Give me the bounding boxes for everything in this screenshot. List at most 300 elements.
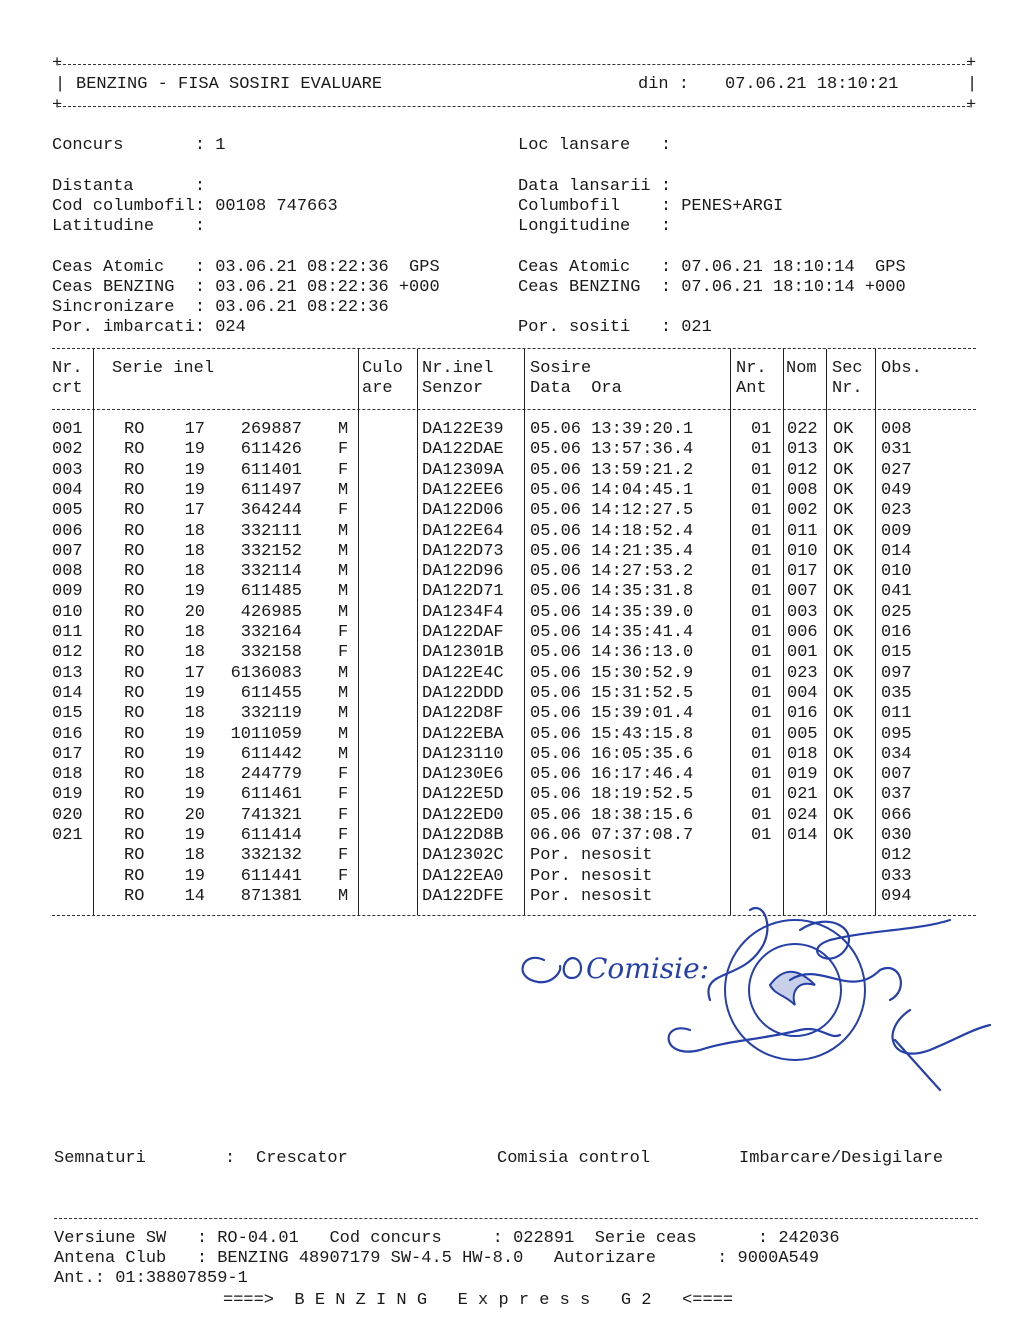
signatures-label: Semnaturi xyxy=(54,1149,146,1168)
cell-ant: 01 xyxy=(751,704,772,724)
cell-sensor: DA122ED0 xyxy=(422,805,504,825)
cell-ant: 01 xyxy=(751,643,772,663)
cell-year: 17 xyxy=(184,663,205,683)
cell-year: 18 xyxy=(184,623,205,642)
cell-country: RO xyxy=(124,826,145,845)
cell-year: 18 xyxy=(184,765,205,785)
cell-ring-number: 332132 xyxy=(240,846,302,866)
col-header-nrinel: Nr.inel xyxy=(422,359,494,378)
info-cod-columbofil: Cod columbofil: 00108 747663 xyxy=(52,197,338,216)
cell-sensor: DA122E4C xyxy=(422,663,504,683)
col-separator xyxy=(524,349,525,915)
cell-sex: F xyxy=(338,785,349,805)
cell-nr: 008 xyxy=(52,562,83,582)
cell-sensor: DA12302C xyxy=(422,846,504,866)
cell-country: RO xyxy=(124,582,145,602)
cell-nom: 024 xyxy=(787,805,818,825)
cell-country: RO xyxy=(124,886,145,906)
cell-nom: 011 xyxy=(787,521,818,541)
cell-nr: 009 xyxy=(52,582,83,602)
cell-ant: 01 xyxy=(751,562,772,582)
cell-sex: F xyxy=(338,440,349,460)
cell-sex: M xyxy=(338,480,349,500)
cell-nr: 001 xyxy=(52,420,83,439)
cell-ant: 01 xyxy=(751,420,772,439)
cell-obs: 035 xyxy=(881,683,912,703)
cell-arrival: 05.06 14:35:41.4 xyxy=(530,623,694,642)
cell-ant: 01 xyxy=(751,724,772,744)
cell-ant: 01 xyxy=(751,582,772,602)
info-distanta: Distanta : xyxy=(52,177,206,196)
cell-sex: F xyxy=(338,826,349,845)
col-header-sec: Sec xyxy=(832,359,863,378)
cell-obs: 049 xyxy=(881,480,912,500)
cell-sex: M xyxy=(338,886,349,906)
cell-sec: OK xyxy=(833,521,854,541)
cell-year: 19 xyxy=(184,582,205,602)
cell-sensor: DA122DFE xyxy=(422,886,504,906)
cell-ring-number: 364244 xyxy=(240,501,302,521)
cell-arrival: 06.06 07:37:08.7 xyxy=(530,826,694,845)
cell-nr: 013 xyxy=(52,663,83,683)
cell-nom: 019 xyxy=(787,765,818,785)
cell-year: 19 xyxy=(184,683,205,703)
header-left-bar: | xyxy=(55,75,66,94)
cell-sensor: DA122D06 xyxy=(422,501,504,521)
cell-obs: 007 xyxy=(881,765,912,785)
cell-ring-number: 611426 xyxy=(240,440,302,460)
col-separator xyxy=(417,349,418,915)
info-sincronizare: Sincronizare : 03.06.21 08:22:36 xyxy=(52,298,389,317)
cell-obs: 010 xyxy=(881,562,912,582)
cell-sec: OK xyxy=(833,501,854,521)
cell-year: 20 xyxy=(184,805,205,825)
cell-ant: 01 xyxy=(751,663,772,683)
cell-ring-number: 332164 xyxy=(240,623,302,642)
cell-ring-number: 611401 xyxy=(240,460,302,480)
cell-obs: 034 xyxy=(881,744,912,764)
cell-sec: OK xyxy=(833,704,854,724)
cell-sensor: DA122D73 xyxy=(422,541,504,561)
cell-sex: F xyxy=(338,643,349,663)
cell-ant: 01 xyxy=(751,826,772,845)
cell-ring-number: 611461 xyxy=(240,785,302,805)
cell-country: RO xyxy=(124,663,145,683)
cell-year: 19 xyxy=(184,724,205,744)
cell-sensor: DA122D96 xyxy=(422,562,504,582)
cell-sensor: DA1234F4 xyxy=(422,602,504,622)
cell-sex: F xyxy=(338,805,349,825)
cell-nr: 007 xyxy=(52,541,83,561)
cell-arrival: 05.06 15:39:01.4 xyxy=(530,704,694,724)
cell-nom: 018 xyxy=(787,744,818,764)
cell-sec: OK xyxy=(833,541,854,561)
cell-nr: 002 xyxy=(52,440,83,460)
cell-sec: OK xyxy=(833,744,854,764)
cell-sensor: DA123110 xyxy=(422,744,504,764)
corner-mark: + xyxy=(966,54,977,73)
cell-nom: 005 xyxy=(787,724,818,744)
cell-sex: M xyxy=(338,420,349,439)
cell-obs: 009 xyxy=(881,521,912,541)
cell-sex: M xyxy=(338,521,349,541)
cell-country: RO xyxy=(124,643,145,663)
cell-nom: 010 xyxy=(787,541,818,561)
cell-nr: 003 xyxy=(52,460,83,480)
cell-sensor: DA122EE6 xyxy=(422,480,504,500)
cell-obs: 015 xyxy=(881,643,912,663)
cell-nom: 001 xyxy=(787,643,818,663)
info-longitudine: Longitudine : xyxy=(518,217,672,236)
cell-ring-number: 426985 xyxy=(240,602,302,622)
cell-arrival: 05.06 13:59:21.2 xyxy=(530,460,694,480)
cell-ant: 01 xyxy=(751,602,772,622)
header-top-rule xyxy=(58,64,970,65)
cell-country: RO xyxy=(124,683,145,703)
cell-ring-number: 269887 xyxy=(240,420,302,439)
cell-obs: 094 xyxy=(881,886,912,906)
cell-year: 19 xyxy=(184,460,205,480)
cell-sex: M xyxy=(338,562,349,582)
cell-ant: 01 xyxy=(751,480,772,500)
corner-mark: + xyxy=(52,54,63,73)
cell-arrival: 05.06 16:05:35.6 xyxy=(530,744,694,764)
cell-obs: 037 xyxy=(881,785,912,805)
col-header-senzor: Senzor xyxy=(422,379,484,398)
cell-obs: 041 xyxy=(881,582,912,602)
cell-sensor: DA122EBA xyxy=(422,724,504,744)
corner-mark: + xyxy=(52,96,63,115)
col-header-ant-2: Ant xyxy=(736,379,767,398)
cell-country: RO xyxy=(124,480,145,500)
info-ceas-atomic-start: Ceas Atomic : 03.06.21 08:22:36 GPS xyxy=(52,258,440,277)
cell-sec: OK xyxy=(833,623,854,642)
cell-country: RO xyxy=(124,440,145,460)
cell-sec: OK xyxy=(833,663,854,683)
info-data-lansarii: Data lansarii : xyxy=(518,177,672,196)
cell-country: RO xyxy=(124,541,145,561)
cell-sex: M xyxy=(338,683,349,703)
cell-year: 18 xyxy=(184,541,205,561)
col-separator xyxy=(730,349,731,915)
cell-arrival: 05.06 18:38:15.6 xyxy=(530,805,694,825)
corner-mark: + xyxy=(966,96,977,115)
cell-nr: 006 xyxy=(52,521,83,541)
cell-ring-number: 6136083 xyxy=(230,663,302,683)
cell-nom: 014 xyxy=(787,826,818,845)
cell-country: RO xyxy=(124,846,145,866)
cell-country: RO xyxy=(124,501,145,521)
cell-sex: F xyxy=(338,765,349,785)
cell-arrival: 05.06 14:12:27.5 xyxy=(530,501,694,521)
table-header-rule xyxy=(52,409,976,410)
cell-sec: OK xyxy=(833,480,854,500)
cell-country: RO xyxy=(124,866,145,886)
cell-ant: 01 xyxy=(751,683,772,703)
col-header-culoare-2: are xyxy=(362,379,393,398)
cell-nr: 021 xyxy=(52,826,83,845)
col-separator xyxy=(875,349,876,915)
cell-ant: 01 xyxy=(751,501,772,521)
footer-versiune: Versiune SW : RO-04.01 Cod concurs : 022891 Serie ceas : 242036 xyxy=(54,1229,840,1248)
cell-obs: 097 xyxy=(881,663,912,683)
col-separator xyxy=(783,349,784,915)
cell-sensor: DA122DAE xyxy=(422,440,504,460)
col-header-culoare: Culo xyxy=(362,359,403,378)
cell-arrival: 05.06 14:04:45.1 xyxy=(530,480,694,500)
col-header-ant: Nr. xyxy=(736,359,767,378)
cell-sex: F xyxy=(338,501,349,521)
cell-country: RO xyxy=(124,460,145,480)
cell-ant: 01 xyxy=(751,805,772,825)
cell-sensor: DA12301B xyxy=(422,643,504,663)
cell-nom: 008 xyxy=(787,480,818,500)
cell-nom: 007 xyxy=(787,582,818,602)
col-header-nr: Nr. xyxy=(52,359,83,378)
cell-nom: 002 xyxy=(787,501,818,521)
cell-nr: 012 xyxy=(52,643,83,663)
cell-year: 18 xyxy=(184,562,205,582)
cell-arrival: 05.06 14:21:35.4 xyxy=(530,541,694,561)
cell-country: RO xyxy=(124,562,145,582)
cell-year: 18 xyxy=(184,521,205,541)
cell-country: RO xyxy=(124,744,145,764)
cell-sec: OK xyxy=(833,582,854,602)
cell-year: 19 xyxy=(184,826,205,845)
cell-year: 17 xyxy=(184,501,205,521)
document-title: BENZING - FISA SOSIRI EVALUARE xyxy=(76,75,383,94)
info-por-sositi: Por. sositi : 021 xyxy=(518,318,712,337)
cell-ring-number: 611485 xyxy=(240,582,302,602)
cell-nr: 014 xyxy=(52,683,83,703)
cell-nr: 016 xyxy=(52,724,83,744)
cell-arrival: 05.06 14:35:39.0 xyxy=(530,602,694,622)
cell-ring-number: 871381 xyxy=(240,886,302,906)
cell-arrival: 05.06 15:31:52.5 xyxy=(530,683,694,703)
cell-year: 19 xyxy=(184,480,205,500)
cell-obs: 016 xyxy=(881,623,912,642)
handwritten-signatures xyxy=(523,908,990,1090)
header-right-bar: | xyxy=(967,75,978,94)
cell-year: 17 xyxy=(184,420,205,439)
cell-sec: OK xyxy=(833,724,854,744)
cell-nr: 018 xyxy=(52,765,83,785)
cell-sensor: DA122DDD xyxy=(422,683,504,703)
cell-year: 20 xyxy=(184,602,205,622)
cell-ant: 01 xyxy=(751,765,772,785)
col-separator xyxy=(826,349,827,915)
cell-nr: 011 xyxy=(52,623,83,642)
cell-ring-number: 244779 xyxy=(240,765,302,785)
cell-nom: 016 xyxy=(787,704,818,724)
signature-handwriting: Comisie: xyxy=(586,952,710,985)
cell-ring-number: 741321 xyxy=(240,805,302,825)
cell-sex: M xyxy=(338,541,349,561)
signature-comisia: Comisia control xyxy=(497,1149,651,1168)
header-bottom-rule xyxy=(58,106,970,107)
cell-sex: M xyxy=(338,663,349,683)
cell-ring-number: 332119 xyxy=(240,704,302,724)
cell-sec: OK xyxy=(833,826,854,845)
cell-nr: 020 xyxy=(52,805,83,825)
info-loc-lansare: Loc lansare : xyxy=(518,136,672,155)
info-concurs: Concurs : 1 xyxy=(52,136,226,155)
cell-arrival: 05.06 13:39:20.1 xyxy=(530,420,694,439)
cell-nom: 022 xyxy=(787,420,818,439)
cell-obs: 025 xyxy=(881,602,912,622)
table-top-rule xyxy=(52,348,976,349)
cell-sex: F xyxy=(338,460,349,480)
cell-sec: OK xyxy=(833,643,854,663)
cell-country: RO xyxy=(124,420,145,439)
cell-sec: OK xyxy=(833,785,854,805)
col-header-sec-2: Nr. xyxy=(832,379,863,398)
cell-country: RO xyxy=(124,805,145,825)
cell-nr: 005 xyxy=(52,501,83,521)
cell-year: 19 xyxy=(184,785,205,805)
cell-arrival: 05.06 18:19:52.5 xyxy=(530,785,694,805)
cell-ant: 01 xyxy=(751,440,772,460)
cell-sec: OK xyxy=(833,765,854,785)
cell-sensor: DA122E64 xyxy=(422,521,504,541)
cell-sensor: DA1230E6 xyxy=(422,765,504,785)
cell-year: 18 xyxy=(184,643,205,663)
cell-sex: M xyxy=(338,724,349,744)
cell-ring-number: 332114 xyxy=(240,562,302,582)
col-separator xyxy=(358,349,359,915)
info-ceas-atomic-end: Ceas Atomic : 07.06.21 18:10:14 GPS xyxy=(518,258,906,277)
cell-sec: OK xyxy=(833,420,854,439)
cell-nom: 004 xyxy=(787,683,818,703)
cell-arrival: 05.06 13:57:36.4 xyxy=(530,440,694,460)
cell-sec: OK xyxy=(833,460,854,480)
signatures-colon: : xyxy=(225,1149,236,1168)
cell-obs: 027 xyxy=(881,460,912,480)
cell-ant: 01 xyxy=(751,541,772,561)
cell-nr: 019 xyxy=(52,785,83,805)
cell-obs: 031 xyxy=(881,440,912,460)
col-header-nom: Nom xyxy=(786,359,817,378)
signature-stamp-area xyxy=(500,890,1000,1110)
footer-rule xyxy=(54,1218,978,1219)
cell-country: RO xyxy=(124,765,145,785)
cell-arrival: Por. nesosit xyxy=(530,866,653,886)
cell-nr: 017 xyxy=(52,744,83,764)
cell-nom: 021 xyxy=(787,785,818,805)
cell-ant: 01 xyxy=(751,785,772,805)
cell-year: 18 xyxy=(184,846,205,866)
cell-sec: OK xyxy=(833,805,854,825)
cell-sex: M xyxy=(338,602,349,622)
signature-imbarcare: Imbarcare/Desigilare xyxy=(739,1149,944,1168)
cell-country: RO xyxy=(124,521,145,541)
cell-ant: 01 xyxy=(751,744,772,764)
print-date: 07.06.21 18:10:21 xyxy=(725,75,899,94)
cell-obs: 030 xyxy=(881,826,912,845)
footer-antena: Antena Club : BENZING 48907179 SW-4.5 HW-8.0 Autorizare : 9000A549 xyxy=(54,1249,820,1268)
col-header-crt: crt xyxy=(52,379,83,398)
cell-ring-number: 332158 xyxy=(240,643,302,663)
cell-arrival: 05.06 16:17:46.4 xyxy=(530,765,694,785)
cell-country: RO xyxy=(124,724,145,744)
cell-sex: M xyxy=(338,744,349,764)
cell-nr: 010 xyxy=(52,602,83,622)
cell-ring-number: 611455 xyxy=(240,683,302,703)
cell-year: 14 xyxy=(184,886,205,906)
cell-sensor: DA122D8B xyxy=(422,826,504,845)
col-header-sosire: Sosire xyxy=(530,359,592,378)
cell-sex: F xyxy=(338,866,349,886)
cell-arrival: 05.06 14:35:31.8 xyxy=(530,582,694,602)
club-stamp xyxy=(725,920,865,1060)
cell-nr: 015 xyxy=(52,704,83,724)
info-latitudine: Latitudine : xyxy=(52,217,206,236)
cell-obs: 033 xyxy=(881,866,912,886)
footer-ant: Ant.: 01:38807859-1 xyxy=(54,1269,248,1288)
cell-ring-number: 332111 xyxy=(240,521,302,541)
cell-nom: 013 xyxy=(787,440,818,460)
info-columbofil: Columbofil : PENES+ARGI xyxy=(518,197,784,216)
cell-year: 19 xyxy=(184,440,205,460)
cell-obs: 012 xyxy=(881,846,912,866)
col-header-obs: Obs. xyxy=(881,359,922,378)
cell-arrival: 05.06 15:43:15.8 xyxy=(530,724,694,744)
cell-ring-number: 611442 xyxy=(240,744,302,764)
cell-obs: 095 xyxy=(881,724,912,744)
cell-ring-number: 611497 xyxy=(240,480,302,500)
col-separator xyxy=(93,349,94,915)
cell-country: RO xyxy=(124,704,145,724)
cell-nom: 012 xyxy=(787,460,818,480)
cell-sec: OK xyxy=(833,562,854,582)
cell-sex: M xyxy=(338,582,349,602)
info-ceas-benzing-start: Ceas BENZING : 03.06.21 08:22:36 +000 xyxy=(52,278,440,297)
info-por-imbarcati: Por. imbarcati: 024 xyxy=(52,318,246,337)
cell-ant: 01 xyxy=(751,623,772,642)
cell-ring-number: 332152 xyxy=(240,541,302,561)
cell-ant: 01 xyxy=(751,460,772,480)
cell-country: RO xyxy=(124,623,145,642)
cell-country: RO xyxy=(124,602,145,622)
cell-arrival: Por. nesosit xyxy=(530,886,653,906)
cell-sex: F xyxy=(338,846,349,866)
cell-sensor: DA122E5D xyxy=(422,785,504,805)
cell-obs: 066 xyxy=(881,805,912,825)
cell-sec: OK xyxy=(833,440,854,460)
date-label: din : xyxy=(638,75,690,94)
cell-year: 18 xyxy=(184,704,205,724)
footer-brand: ====> B E N Z I N G E x p r e s s G 2 <==== xyxy=(223,1291,734,1310)
cell-sensor: DA122D71 xyxy=(422,582,504,602)
col-header-data-ora: Data Ora xyxy=(530,379,622,398)
cell-arrival: 05.06 15:30:52.9 xyxy=(530,663,694,683)
cell-arrival: 05.06 14:18:52.4 xyxy=(530,521,694,541)
cell-year: 19 xyxy=(184,866,205,886)
cell-nom: 006 xyxy=(787,623,818,642)
cell-sensor: DA122E39 xyxy=(422,420,504,439)
info-ceas-benzing-end: Ceas BENZING : 07.06.21 18:10:14 +000 xyxy=(518,278,906,297)
cell-sensor: DA122EA0 xyxy=(422,866,504,886)
cell-obs: 011 xyxy=(881,704,912,724)
cell-sec: OK xyxy=(833,602,854,622)
cell-sec: OK xyxy=(833,683,854,703)
cell-ring-number: 611441 xyxy=(240,866,302,886)
cell-ring-number: 1011059 xyxy=(230,724,302,744)
cell-nom: 023 xyxy=(787,663,818,683)
cell-arrival: 05.06 14:27:53.2 xyxy=(530,562,694,582)
cell-year: 19 xyxy=(184,744,205,764)
signature-crescator: Crescator xyxy=(256,1149,348,1168)
